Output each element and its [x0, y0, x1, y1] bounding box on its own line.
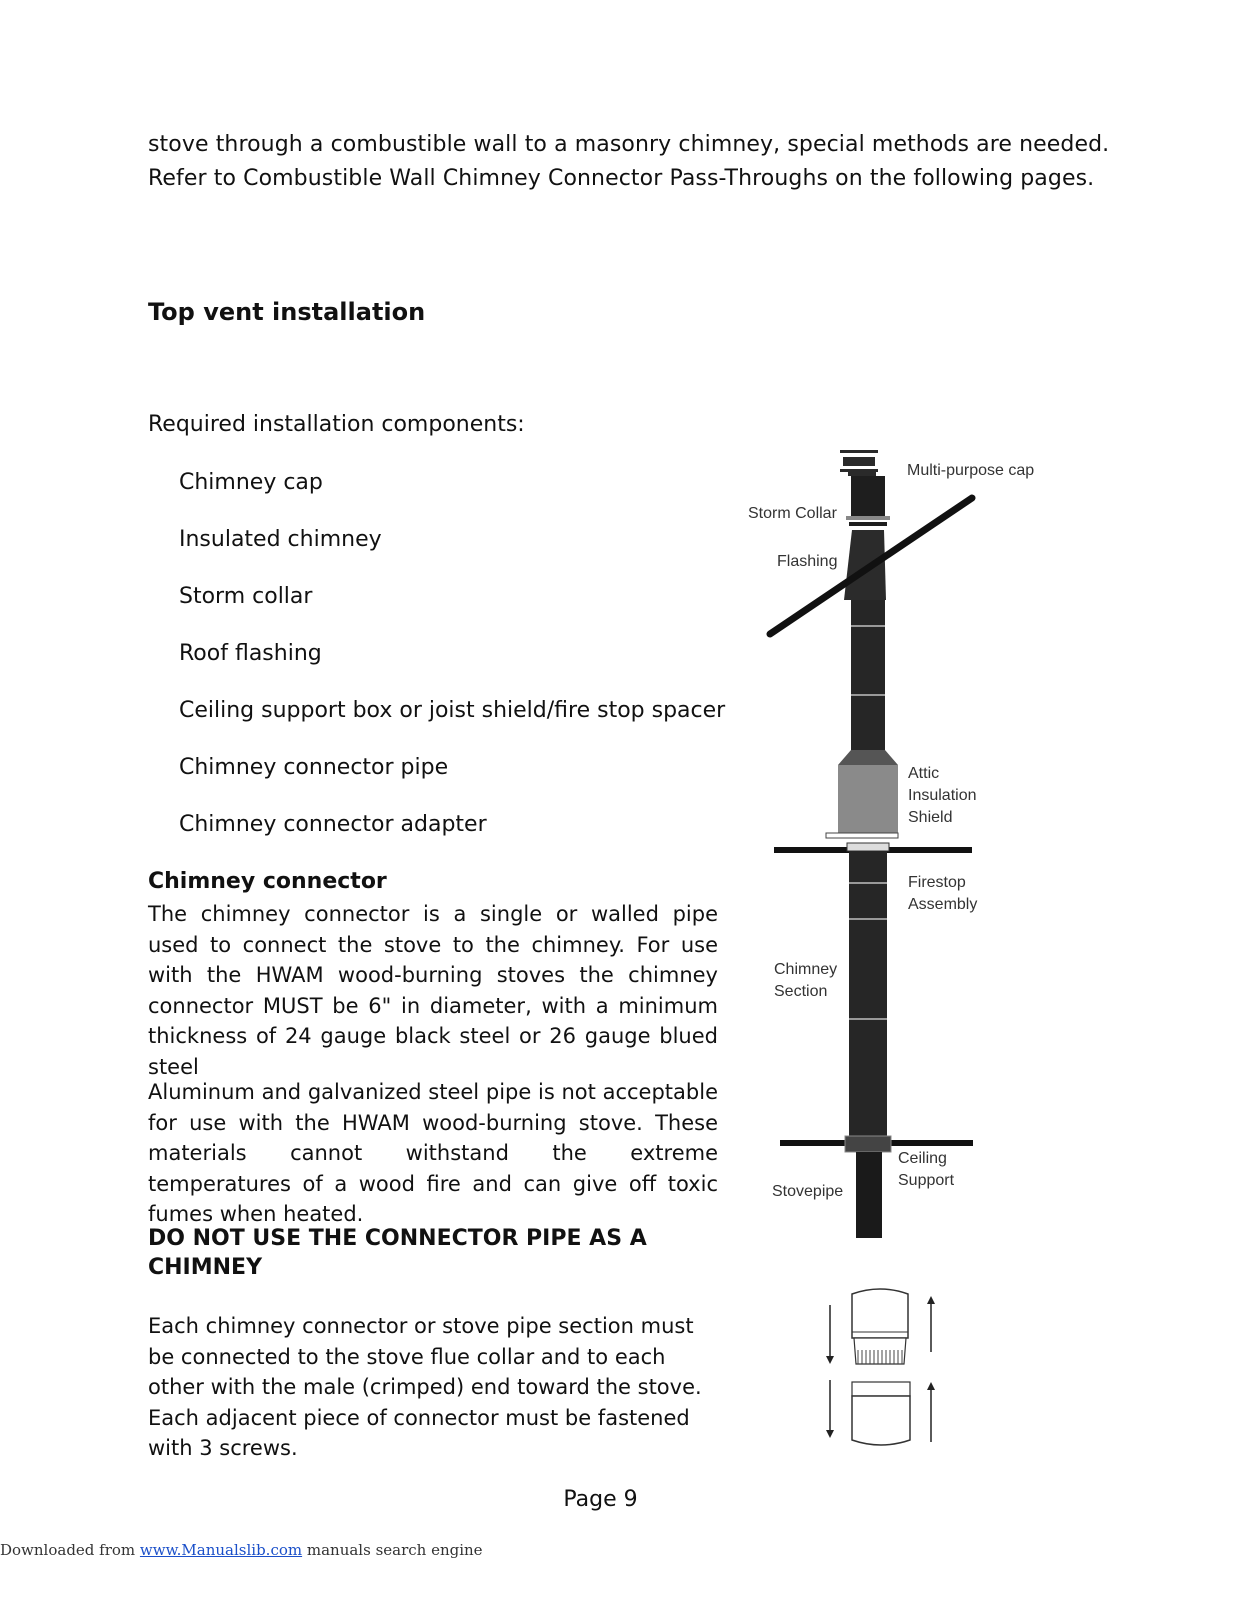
- intro-text: [148, 128, 1110, 196]
- chimney-connector-heading: Chimney connector: [148, 869, 387, 894]
- connector-paragraph-2: Aluminum and galvanized steel pipe is not acceptable for use with the HWAM wood-burning stove. These materials cannot withstand the extreme temperatures of a wood fire and can give off toxic fumes when heated.: [148, 1080, 718, 1226]
- component-item: Ceiling support box or joist shield/fire stop spacer: [179, 698, 726, 723]
- component-item: Insulated chimney: [179, 527, 382, 552]
- label-chimney-section: Chimney Section: [774, 961, 838, 1000]
- label-firestop-assembly: Firestop Assembly: [908, 874, 978, 913]
- component-item: Roof flashing: [179, 641, 322, 666]
- required-components-label: Required installation components:: [148, 412, 525, 437]
- label-multi-purpose-cap: Multi-purpose cap: [907, 462, 1035, 479]
- manualslib-link[interactable]: www.Manualslib.com: [139, 1541, 303, 1559]
- footer-suffix: manuals search engine: [302, 1541, 483, 1559]
- label-stovepipe: Stovepipe: [772, 1183, 844, 1200]
- component-item: Chimney connector pipe: [179, 755, 449, 780]
- footer-prefix: Downloaded from: [0, 1541, 140, 1559]
- component-item: Storm collar: [179, 584, 313, 609]
- pipe-joint-illustration: [810, 1280, 950, 1455]
- connector-paragraph-1: The chimney connector is a single or walled pipe used to connect the stove to the chimney. For use with the HWAM wood-burning stoves the chimney connector MUST be 6" in diameter, with a minimum thickness of 24 gauge black steel or 26 gauge blued steel: [148, 902, 718, 1079]
- footer: [0, 1541, 483, 1559]
- intro-line-2: Refer to Combustible Wall Chimney Connector Pass-Throughs on the following pages.: [148, 166, 1095, 191]
- component-item: Chimney connector adapter: [179, 812, 487, 837]
- component-item: Chimney cap: [179, 470, 323, 495]
- connector-paragraph-3: Each chimney connector or stove pipe section must be connected to the stove flue collar and to each other with the male (crimped) end toward the stove. Each adjacent piece of connector must be fastened with 3 screws.: [148, 1314, 702, 1460]
- label-flashing: Flashing: [777, 553, 838, 570]
- connector-warning: DO NOT USE THE CONNECTOR PIPE AS A CHIMNEY: [148, 1226, 647, 1280]
- section-title: Top vent installation: [148, 298, 426, 326]
- label-ceiling-support: Ceiling Support: [898, 1150, 955, 1189]
- page-number: Page 9: [563, 1487, 638, 1512]
- label-attic-insulation-shield: Attic Insulation Shield: [908, 765, 977, 826]
- intro-line-1: stove through a combustible wall to a masonry chimney, special methods are needed.: [148, 132, 1110, 157]
- label-storm-collar: Storm Collar: [748, 505, 837, 522]
